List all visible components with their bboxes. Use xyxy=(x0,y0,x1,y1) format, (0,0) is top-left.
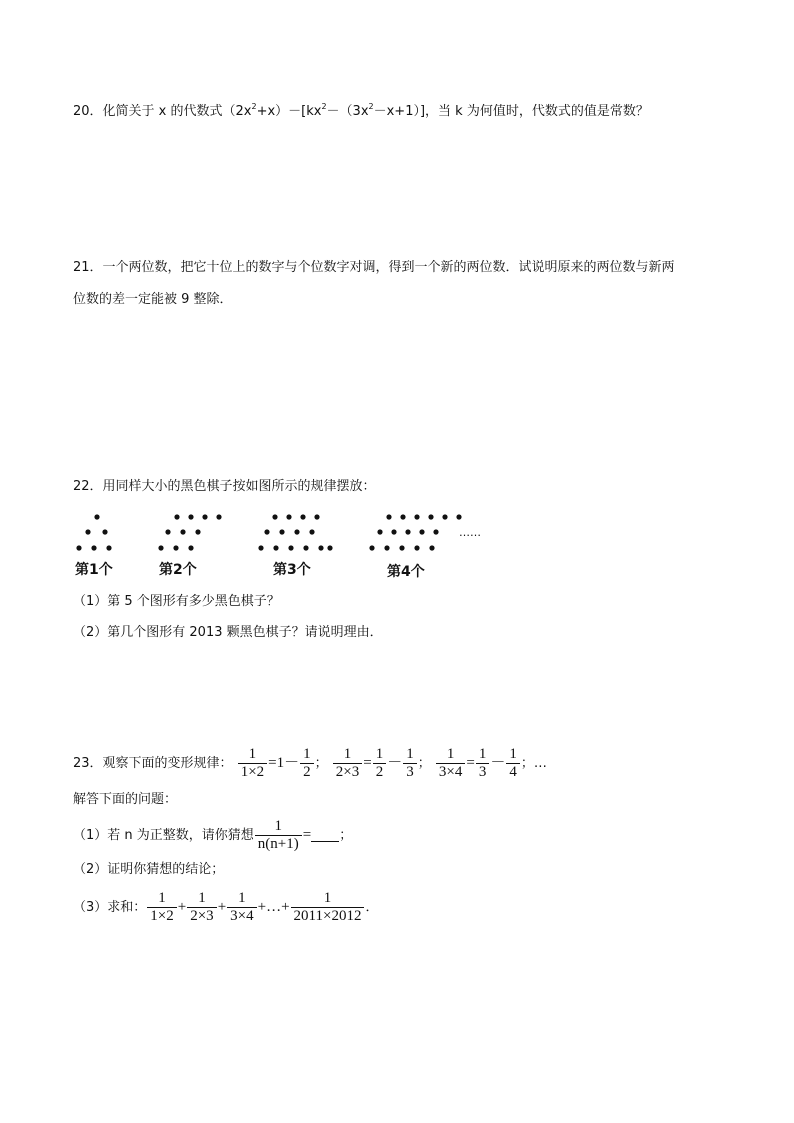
fraction xyxy=(291,890,365,925)
question-21-line-2: 位数的差一定能被 9 整除． xyxy=(73,292,233,307)
minus-text: － xyxy=(490,755,506,771)
chess-piece xyxy=(327,545,332,550)
q20-text-tail: －x+1）]，当 k 为何值时，代数式的值是常数？ xyxy=(373,104,649,119)
question-23-stem xyxy=(73,744,547,783)
question-21-line-1: 21．一个两位数，把它十位上的数字与个位数字对调，得到一个新的两位数．试说明原来的两位数与新两 xyxy=(73,260,675,275)
chess-piece xyxy=(94,514,99,519)
figure-label-1: 第1个 xyxy=(75,562,113,578)
fraction xyxy=(403,746,417,781)
fraction-denominator: 3×4 xyxy=(230,908,254,924)
chess-piece xyxy=(165,529,170,534)
chess-piece xyxy=(174,514,179,519)
chess-piece xyxy=(158,545,163,550)
fraction-numerator: 1 xyxy=(403,746,417,764)
chess-piece xyxy=(309,529,314,534)
figure-label-2: 第2个 xyxy=(159,562,197,578)
fraction-denominator: 1×2 xyxy=(240,764,265,780)
chess-piece xyxy=(195,529,200,534)
chess-piece xyxy=(433,529,438,534)
fraction xyxy=(506,746,520,781)
chess-piece xyxy=(264,529,269,534)
fraction xyxy=(187,890,216,925)
q23-s3-tail: ． xyxy=(365,900,379,915)
fraction xyxy=(255,818,302,853)
chess-piece xyxy=(91,545,96,550)
fraction-numerator: 1 xyxy=(147,890,176,908)
chess-piece xyxy=(428,514,433,519)
fraction-denominator: 3 xyxy=(478,764,487,780)
q20-exp-2: 2 xyxy=(321,102,327,111)
chess-pattern-figure xyxy=(73,508,493,580)
fraction-denominator: 3×4 xyxy=(438,764,463,780)
chess-piece xyxy=(286,514,291,519)
fraction xyxy=(147,890,176,925)
question-23-sub-2: （2）证明你猜想的结论； xyxy=(73,862,225,877)
chess-piece xyxy=(314,514,319,519)
chess-piece xyxy=(369,545,374,550)
separator: ； xyxy=(314,756,328,771)
chess-piece xyxy=(419,529,424,534)
chess-piece xyxy=(399,545,404,550)
q20-exp-1: 2 xyxy=(251,102,257,111)
fraction xyxy=(300,746,314,781)
fraction xyxy=(373,746,387,781)
chess-piece xyxy=(405,529,410,534)
fraction xyxy=(227,890,256,925)
figure-label-3: 第3个 xyxy=(273,562,311,578)
fraction-numerator: 1 xyxy=(373,746,387,764)
chess-piece xyxy=(188,514,193,519)
chess-piece xyxy=(106,545,111,550)
chess-piece xyxy=(258,545,263,550)
answer-blank xyxy=(311,829,339,842)
figure-ellipsis: …… xyxy=(459,526,481,539)
separator: ； xyxy=(417,756,431,771)
fraction-denominator: 2 xyxy=(303,764,311,780)
ellipsis-sum-text: +…+ xyxy=(257,899,290,915)
fraction-numerator: 1 xyxy=(227,890,256,908)
plus-text: + xyxy=(217,899,227,915)
fraction-numerator: 1 xyxy=(436,746,465,764)
chess-piece xyxy=(273,545,278,550)
chess-piece xyxy=(102,529,107,534)
q23-s1-tail: ； xyxy=(339,828,353,843)
fraction-numerator: 1 xyxy=(506,746,520,764)
chess-piece xyxy=(456,514,461,519)
chess-piece xyxy=(400,514,405,519)
chess-piece xyxy=(303,545,308,550)
q23-s1-lead: （1）若 n 为正整数，请你猜想 xyxy=(73,828,254,843)
chess-piece xyxy=(318,545,323,550)
q20-text-lead: 20．化简关于 x 的代数式（2x xyxy=(73,104,252,119)
chess-piece xyxy=(216,514,221,519)
fraction-numerator: 1 xyxy=(333,746,362,764)
question-22-sub-1: （1）第 5 个图形有多少黑色棋子？ xyxy=(73,594,280,609)
fraction-denominator: 2011×2012 xyxy=(293,908,362,924)
chess-piece xyxy=(272,514,277,519)
figure-label-4: 第4个 xyxy=(387,564,425,580)
fraction xyxy=(436,746,465,781)
equals-text: = xyxy=(363,755,372,771)
question-23-sub-1 xyxy=(73,816,352,855)
fraction-denominator: 2 xyxy=(375,764,384,780)
chess-piece xyxy=(300,514,305,519)
fraction-numerator: 1 xyxy=(187,890,216,908)
fraction xyxy=(238,746,267,781)
fraction xyxy=(333,746,362,781)
fraction xyxy=(476,746,490,781)
question-20 xyxy=(73,102,649,122)
chess-piece xyxy=(429,545,434,550)
question-23-sub-3 xyxy=(73,888,378,927)
equals-text: = xyxy=(302,827,312,843)
fraction-denominator: 3 xyxy=(406,764,414,780)
chess-piece xyxy=(414,514,419,519)
fraction-denominator: 2×3 xyxy=(335,764,360,780)
plus-text: + xyxy=(177,899,187,915)
fraction-denominator: n(n+1) xyxy=(257,836,299,852)
chess-piece xyxy=(442,514,447,519)
stem-tail: ；… xyxy=(520,756,547,771)
chess-piece xyxy=(377,529,382,534)
fraction-numerator: 1 xyxy=(238,746,267,764)
q20-exp-3: 2 xyxy=(368,102,374,111)
question-22-stem: 22．用同样大小的黑色棋子按如图所示的规律摆放： xyxy=(73,479,376,494)
chess-piece xyxy=(414,545,419,550)
minus-text: － xyxy=(387,755,403,771)
fraction-denominator: 1×2 xyxy=(150,908,174,924)
fraction-denominator: 4 xyxy=(509,764,517,780)
q23-s3-lead: （3）求和： xyxy=(73,900,147,915)
chess-piece xyxy=(279,529,284,534)
chess-piece xyxy=(202,514,207,519)
fraction-numerator: 1 xyxy=(300,746,314,764)
equals-text: = xyxy=(466,755,475,771)
chess-piece xyxy=(173,545,178,550)
fraction-numerator: 1 xyxy=(291,890,365,908)
chess-piece xyxy=(85,529,90,534)
chess-piece xyxy=(188,545,193,550)
equals-text: =1－ xyxy=(268,755,300,771)
chess-piece xyxy=(294,529,299,534)
chess-piece xyxy=(386,514,391,519)
q23-stem-lead: 23．观察下面的变形规律： xyxy=(73,756,233,771)
question-23-answer-lead: 解答下面的问题： xyxy=(73,792,178,807)
chess-piece xyxy=(180,529,185,534)
question-22-sub-2: （2）第几个图形有 2013 颗黑色棋子？请说明理由． xyxy=(73,625,383,640)
fraction-denominator: 2×3 xyxy=(190,908,214,924)
q20-text-mid2: －（3x xyxy=(326,104,369,119)
fraction-numerator: 1 xyxy=(476,746,490,764)
fraction-numerator: 1 xyxy=(255,818,302,836)
chess-piece xyxy=(288,545,293,550)
q20-text-mid1: +x）－[kx xyxy=(256,104,322,119)
chess-piece xyxy=(76,545,81,550)
chess-piece xyxy=(384,545,389,550)
chess-piece xyxy=(391,529,396,534)
